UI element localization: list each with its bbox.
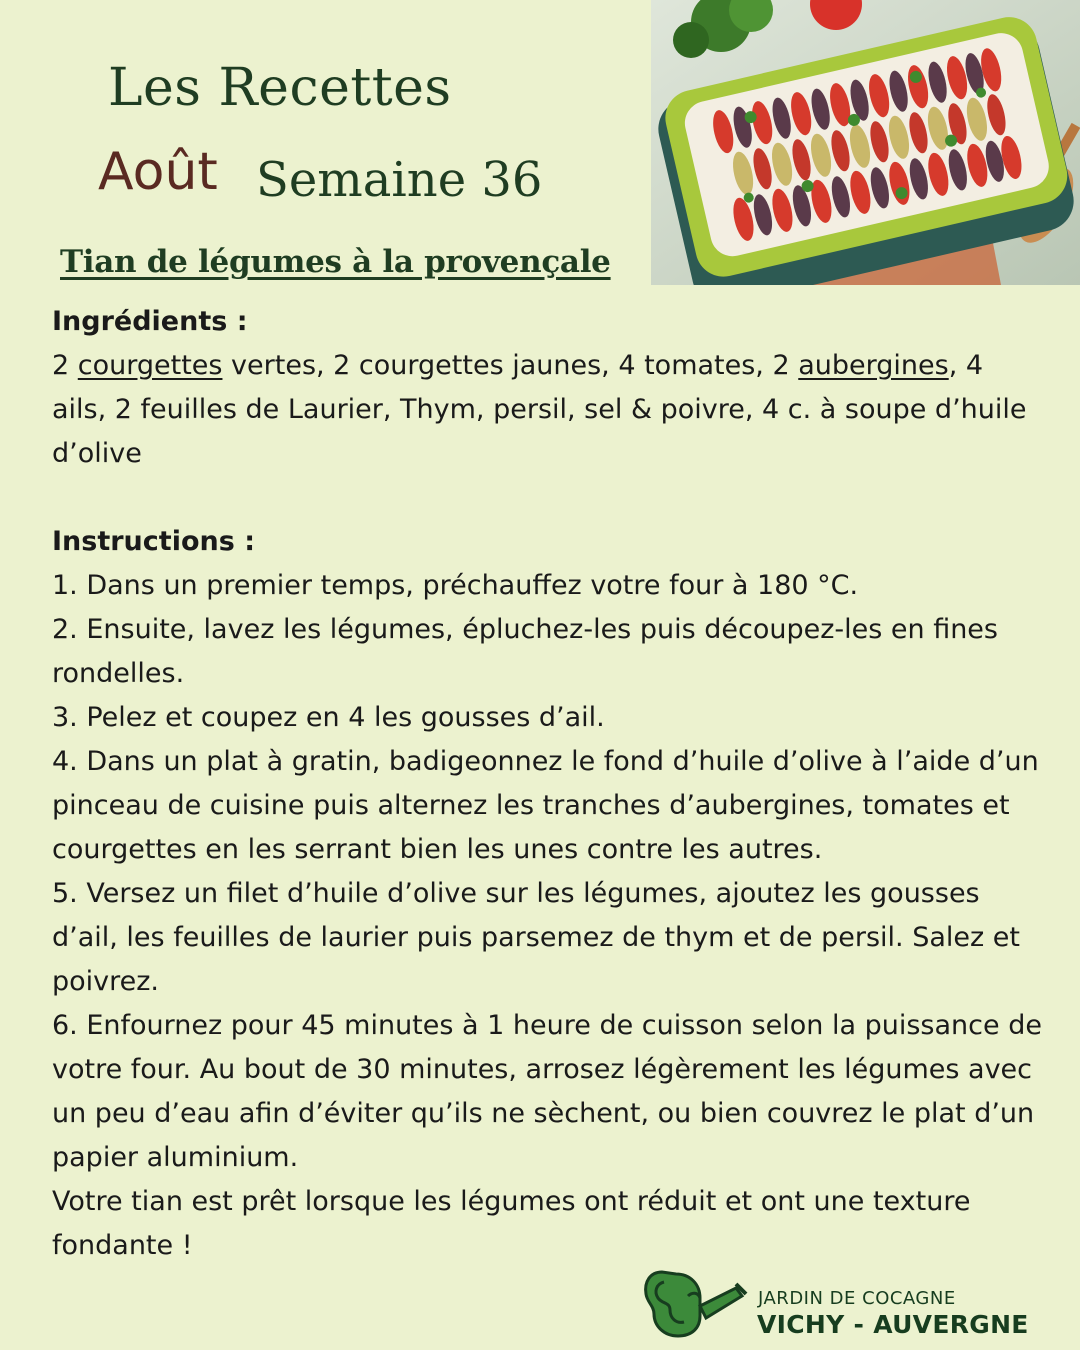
instruction-step: 4. Dans un plat à gratin, badigeonnez le fond d’huile d’olive à l’aide d’un pinceau de cuisine puis alternez les tranches d’aubergines, tomates et courgettes en les serrant bien les unes contre les autres. <box>52 746 1039 865</box>
instruction-step: 2. Ensuite, lavez les légumes, épluchez-les puis découpez-les en fines rondelles. <box>52 614 998 689</box>
instructions-heading: Instructions : <box>52 526 255 557</box>
week-label: Semaine 36 <box>256 152 543 208</box>
courgettes-link: courgettes <box>77 350 223 381</box>
recipe-body <box>52 300 1042 1268</box>
logo-line1: JARDIN DE COCAGNE <box>758 1288 956 1309</box>
ingredients-part1: 2 <box>52 350 78 381</box>
tian-dish-photo <box>651 0 1080 285</box>
instruction-step: 5. Versez un filet d’huile d’olive sur les légumes, ajoutez les gousses d’ail, les feuilles de laurier puis parsemez de thym et de persil. Salez et poivrez. <box>52 878 1020 997</box>
ingredients-heading: Ingrédients : <box>52 306 248 337</box>
instruction-step: 3. Pelez et coupez en 4 les gousses d’ail. <box>52 702 605 733</box>
jardin-cocagne-logo <box>640 1266 1060 1342</box>
logo-line2: VICHY - AUVERGNE <box>757 1310 1029 1339</box>
watering-can-logo-icon <box>640 1266 750 1342</box>
page-title: Les Recettes <box>108 58 452 118</box>
ingredients-text <box>52 344 1042 476</box>
closing-text: Votre tian est prêt lorsque les légumes ont réduit et ont une texture fondante ! <box>52 1186 971 1261</box>
ingredients-part3: , 4 ails, 2 feuilles de Laurier, Thym, persil, sel & poivre, 4 c. à soupe d’huile d’olive <box>52 350 1027 469</box>
ingredients-part2: vertes, 2 courgettes jaunes, 4 tomates, 2 <box>222 350 799 381</box>
recipe-title: Tian de légumes à la provençale <box>60 244 611 280</box>
instruction-step: 1. Dans un premier temps, préchauffez votre four à 180 °C. <box>52 570 859 601</box>
month-label: Août <box>98 142 218 202</box>
instruction-step: 6. Enfournez pour 45 minutes à 1 heure de cuisson selon la puissance de votre four. Au bout de 30 minutes, arrosez légèrement les légumes avec un peu d’eau afin d’éviter qu’ils ne sèchent, ou bien couvrez le plat d’un papier aluminium. <box>52 1010 1042 1173</box>
tian-dish-illustration <box>651 0 1080 285</box>
aubergines-link: aubergines <box>798 350 949 381</box>
